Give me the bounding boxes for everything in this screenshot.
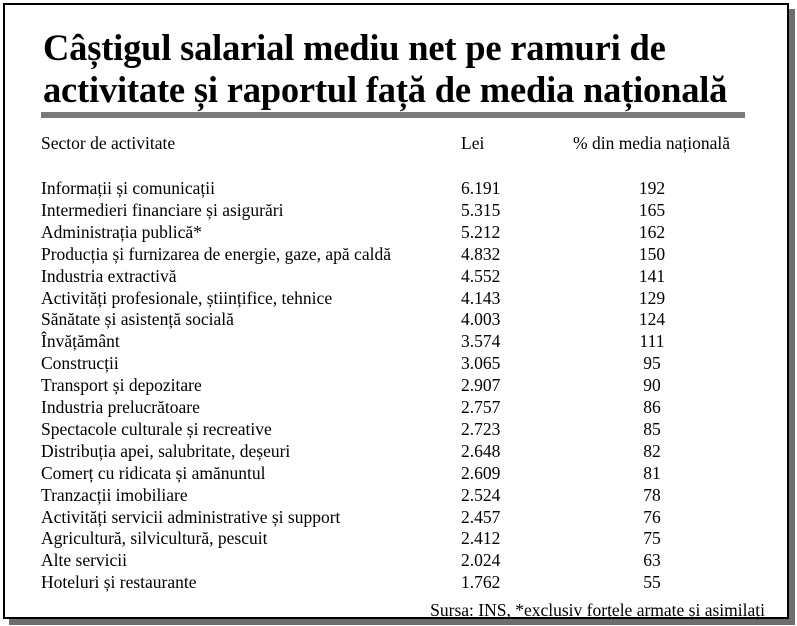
cell-lei: 2.648 [461, 440, 501, 461]
cell-percent: 82 [643, 440, 661, 461]
source-note: Sursa: INS, *exclusiv forțele armate și asimilați [430, 600, 765, 620]
cell-percent: 76 [643, 506, 661, 527]
cell-percent: 78 [643, 484, 661, 505]
cell-lei: 5.315 [461, 199, 501, 220]
cell-lei: 2.457 [461, 506, 501, 527]
cell-sector: Agricultură, silvicultură, pescuit [41, 528, 268, 549]
cell-lei: 3.574 [461, 331, 501, 352]
header-sector: Sector de activitate [41, 133, 176, 153]
cell-percent: 81 [643, 462, 661, 483]
cell-sector: Comerț cu ridicata și amănuntul [41, 462, 266, 483]
title-underline [41, 112, 745, 118]
cell-sector: Construcții [41, 353, 119, 374]
cell-percent: 86 [643, 397, 661, 417]
cell-percent: 165 [638, 199, 666, 220]
cell-lei: 6.191 [461, 178, 501, 198]
cell-lei: 2.024 [461, 550, 501, 571]
cell-lei: 2.723 [461, 418, 501, 439]
cell-percent: 95 [643, 353, 661, 374]
cell-percent: 75 [643, 528, 661, 549]
cell-lei: 4.003 [461, 309, 501, 330]
cell-sector: Administrația publică* [41, 221, 202, 242]
cell-lei: 4.143 [461, 287, 501, 308]
cell-sector: Intermedieri financiare și asigurări [41, 199, 284, 220]
cell-percent: 90 [643, 375, 661, 396]
header-lei: Lei [461, 133, 485, 153]
title-line-1: Câștigul salarial mediu net pe ramuri de [43, 27, 666, 68]
cell-lei: 4.832 [461, 243, 501, 264]
cell-sector: Distribuția apei, salubritate, deșeuri [41, 440, 291, 461]
cell-lei: 4.552 [461, 265, 501, 286]
cell-lei: 2.524 [461, 484, 501, 505]
cell-sector: Activități servicii administrative și support [41, 506, 341, 527]
cell-lei: 5.212 [461, 221, 501, 242]
cell-sector: Producția și furnizarea de energie, gaze, apă caldă [41, 243, 391, 264]
cell-percent: 63 [643, 550, 661, 571]
cell-percent: 129 [638, 287, 666, 308]
cell-lei: 3.065 [461, 353, 501, 374]
cell-lei: 2.609 [461, 462, 501, 483]
cell-percent: 141 [638, 265, 666, 286]
cell-lei: 2.907 [461, 375, 501, 396]
cell-sector: Hoteluri și restaurante [41, 572, 197, 593]
cell-sector: Activități profesionale, științifice, tehnice [41, 287, 333, 308]
cell-sector: Transport și depozitare [41, 375, 202, 396]
cell-percent: 55 [643, 572, 661, 593]
header-percent: % din media națională [573, 133, 730, 153]
cell-lei: 2.412 [461, 528, 501, 549]
title-line-2: activitate și raportul față de media națională [43, 69, 728, 110]
cell-sector: Informații și comunicații [41, 178, 215, 198]
cell-percent: 124 [638, 309, 666, 330]
cell-sector: Industria extractivă [41, 265, 177, 286]
cell-percent: 85 [643, 418, 661, 439]
cell-percent: 111 [639, 331, 665, 352]
document-frame [3, 3, 789, 619]
cell-sector: Tranzacții imobiliare [41, 484, 188, 505]
cell-percent: 162 [638, 221, 666, 242]
cell-lei: 2.757 [461, 397, 501, 417]
cell-sector: Alte servicii [41, 550, 128, 571]
cell-lei: 1.762 [461, 572, 501, 593]
cell-percent: 192 [638, 178, 666, 198]
cell-sector: Învățământ [41, 331, 120, 352]
cell-sector: Industria prelucrătoare [41, 397, 200, 417]
cell-sector: Sănătate și asistență socială [41, 309, 234, 330]
cell-sector: Spectacole culturale și recreative [41, 418, 272, 439]
document-title [43, 27, 727, 111]
cell-percent: 150 [638, 243, 666, 264]
